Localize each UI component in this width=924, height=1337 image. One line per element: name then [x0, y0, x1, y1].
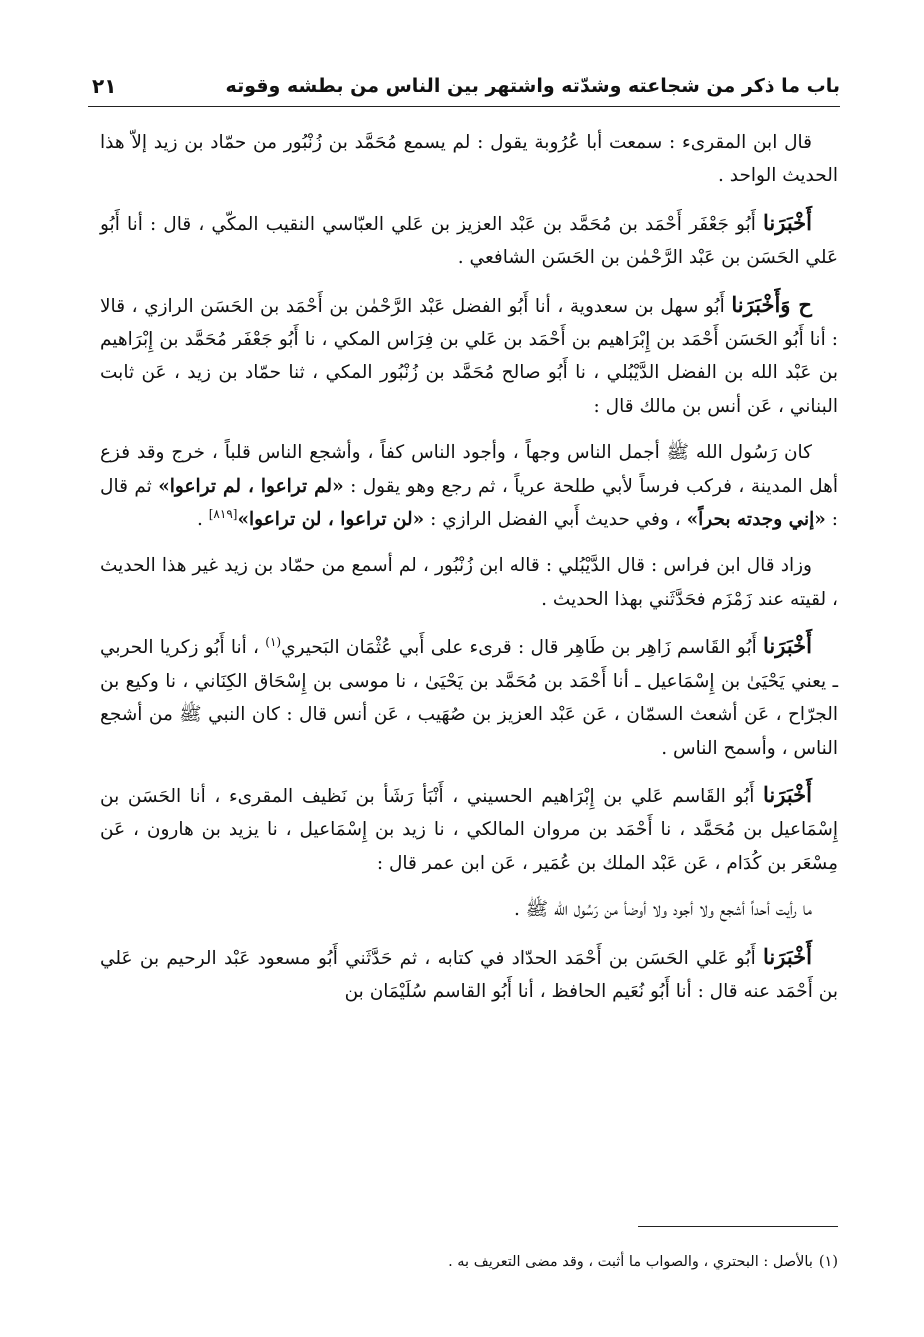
hadith-quote-1: «لم تراعوا ، لم تراعوا»	[158, 475, 344, 497]
footnote-reference: (١)	[265, 635, 282, 650]
paragraph-6	[100, 629, 838, 765]
hadith-end: .	[196, 509, 209, 531]
akhbarana-lead: أَخْبَرَنا	[763, 943, 812, 969]
akhbarana-lead: أَخْبَرَنا	[763, 781, 812, 807]
akhbarana-lead: أَخْبَرَنا	[763, 633, 812, 659]
paragraph-3	[100, 288, 838, 424]
running-title: باب ما ذكر من شجاعته وشدّته واشتهر بين الناس من بطشه وقوته	[225, 75, 840, 97]
hadith-text-a: كان رَسُول الله ﷺ أجمل الناس وجهاً ، وأجود الناس كفاً ، وأشجع الناس قلباً ، خرج وقد فزع أهل المدينة ، فركب فرساً لأبي طلحة عرياً ، ثم رجع وهو يقول :	[100, 442, 838, 497]
body-text	[100, 126, 838, 1021]
page-number: ٢١	[92, 74, 117, 98]
page-header	[88, 66, 840, 107]
footnote-divider	[638, 1226, 838, 1227]
hadith-text-c: ، وفي حديث أَبي الفضل الرازي :	[424, 509, 687, 531]
paragraph-2-text: أَبُو جَعْفَر أَحْمَد بن مُحَمَّد بن عَبْد العزيز بن عَلي العبّاسي النقيب المكّي ، قال : أنا أَبُو عَلي الحَسَن بن عَبْد الرَّحْمٰن بن الحَسَن الشافعي .	[100, 213, 838, 269]
footnote-number: (١)	[818, 1254, 838, 1270]
hadith-quote-2: «إني وجدته بحراً»	[686, 509, 826, 531]
akhbarana-lead: أَخْبَرَنا	[763, 209, 812, 235]
paragraph-2	[100, 206, 838, 275]
hadith-text-b: ثم قال :	[100, 475, 838, 531]
footnotes	[100, 1226, 838, 1273]
hadith-number: [٨١٩]	[208, 506, 238, 521]
wa-akhbarana-lead: ح وَأَخْبَرَنا	[731, 291, 812, 317]
paragraph-9	[100, 940, 838, 1009]
paragraph-4	[100, 436, 838, 536]
paragraph-6-text-b: ، أنا أَبُو زكريا الحربي ـ يعني يَحْيَىٰ بن إِسْمَاعيل ـ أنا أَحْمَد بن مُحَمَّد بن يَحْيَىٰ ، نا موسى بن إِسْحَاق الكِنَاني ، نا وكيع بن الجرّاح ، عَن أشعث السمّان ، عَن عَبْد العزيز بن صُهَيب ، عَن أنس قال : كان النبي ﷺ من أشجع الناس ، وأسمح الناس .	[100, 637, 838, 759]
paragraph-5: وزاد قال ابن فراس : قال الدَّيْبُلي : قاله ابن زُنْبُور ، لم أسمع من حمّاد بن زيد غير هذا الحديث ، لقيته عند زَمْزَم فحَدَّثَني بهذا الحديث .	[100, 555, 838, 610]
paragraph-7-text: أَبُو القَاسم عَلي بن إِبْرَاهيم الحسيني ، أَنْبَأ رَشَأ بن نَظيف المقرىء ، أنا الحَسَن بن إِسْمَاعيل بن مُحَمَّد ، نا أَحْمَد بن مروان المالكي ، نا زيد بن إِسْمَاعيل ، نا يزيد بن هارون ، عَن مِسْعَر بن كُدَام ، عَن عَبْد الملك بن عُمَير ، عَن ابن عمر قال :	[100, 785, 838, 874]
paragraph-6-text-a: أَبُو القَاسم زَاهِر بن طَاهِر قال : قرىء على أَبي عُثْمَان البَحيري	[281, 637, 764, 659]
paragraph-7	[100, 778, 838, 880]
footnote-text: بالأصل : البحتري ، والصواب ما أثبت ، وقد مضى التعريف به .	[448, 1254, 813, 1270]
paragraph-8: ما رأيت أحداً أشجع ولا أجود ولا أوضأ من رَسُول الله ﷺ .	[514, 899, 812, 921]
footnote	[100, 1251, 838, 1273]
paragraph-3-text: أَبُو سهل بن سعدوية ، أنا أَبُو الفضل عَبْد الرَّحْمٰن بن أَحْمَد بن الحَسَن الرازي ، قالا : أنا أَبُو الحَسَن أَحْمَد بن إِبْرَاهيم بن أَحْمَد بن عَلي بن فِرَاس المكي ، نا أَبُو جَعْفَر مُحَمَّد بن إِبْرَاهيم بن عَبْد الله بن الفضل الدَّيْبُلي ، نا أَبُو صالح مُحَمَّد بن زُنْبُور المكي ، ثنا حمّاد بن زيد ، عَن ثابت البناني ، عَن أنس بن مالك قال :	[100, 295, 838, 417]
hadith-quote-3: «لن تراعوا ، لن تراعوا»	[237, 509, 425, 531]
paragraph-9-text: أَبُو عَلي الحَسَن بن أَحْمَد الحدّاد في كتابه ، ثم حَدَّثَني أَبُو مسعود عَبْد الرحيم بن عَلي بن أَحْمَد عنه قال : أنا أَبُو نُعَيم الحافظ ، أنا أَبُو القاسم سُلَيْمَان بن	[100, 947, 838, 1002]
paragraph-1: قال ابن المقرىء : سمعت أبا عُرُوبة يقول : لم يسمع مُحَمَّد بن زُنْبُور من حمّاد بن زيد إلاّ هذا الحديث الواحد .	[100, 132, 838, 187]
